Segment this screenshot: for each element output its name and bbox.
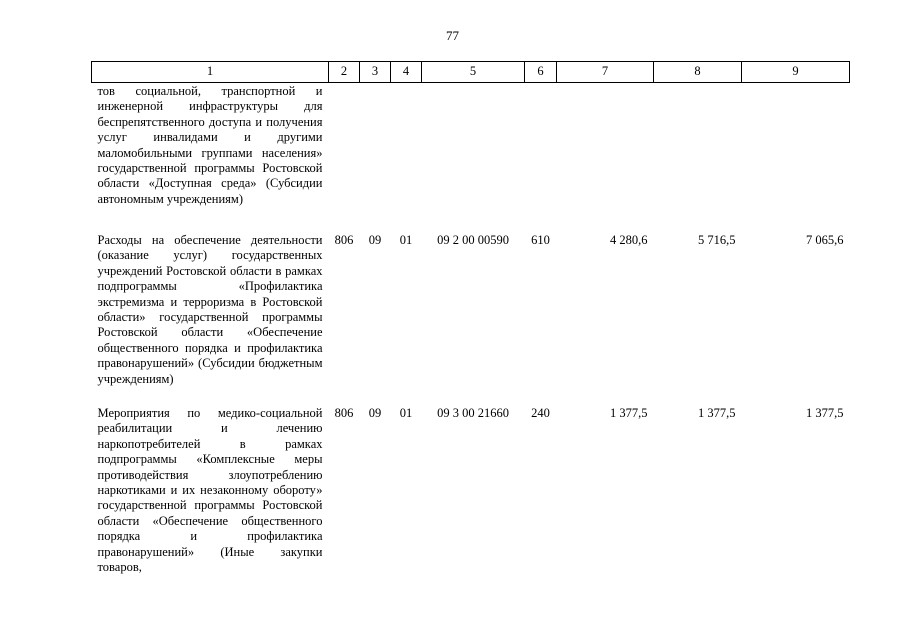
row-amount-1: 4 280,6 <box>610 233 648 247</box>
row-amount-2: 5 716,5 <box>698 233 736 247</box>
column-header-6: 6 <box>525 62 557 83</box>
column-header-8: 8 <box>654 62 742 83</box>
row-amount-1: 1 377,5 <box>610 406 648 420</box>
row-code-section: 09 <box>368 406 382 420</box>
row-code-ministry: 806 <box>334 233 354 247</box>
row-code-target <box>422 83 525 229</box>
header-row <box>92 62 850 83</box>
row-code-expense-type: 240 <box>531 406 550 420</box>
row-code-target: 09 2 00 00590 <box>437 233 509 247</box>
row-code-section <box>360 83 391 229</box>
row-amount-2: 1 377,5 <box>698 406 736 420</box>
column-header-2: 2 <box>329 62 360 83</box>
page-number: 77 <box>446 28 459 43</box>
row-description: Мероприятия по медико-социальной реабилитации и лечению наркопотребителей в рамках подпрограммы «Комплексные меры противодействия злоупотреблению наркотиками и их незаконному обороту» государственной программы Ростовской области «Обеспечение общественного порядка и профилактика правонарушений» (Иные закупки товаров, <box>97 406 323 575</box>
row-amount-3: 7 065,6 <box>806 233 844 247</box>
row-amount-3: 1 377,5 <box>806 406 844 420</box>
row-code-ministry: 806 <box>334 406 354 420</box>
table-row <box>92 83 850 229</box>
column-header-1: 1 <box>92 62 329 83</box>
row-code-subsection: 01 <box>399 406 413 420</box>
row-description: тов социальной, транспортной и инженерной инфраструктуры для беспрепятственного доступа и получения услуг инвалидами и другими маломобильными группами населения» государственной программы Ростовской области «Доступная среда» (Субсидии автономным учреждениям) <box>97 84 323 206</box>
column-header-9: 9 <box>742 62 850 83</box>
column-header-3: 3 <box>360 62 391 83</box>
row-code-expense-type: 610 <box>531 233 550 247</box>
column-header-4: 4 <box>391 62 422 83</box>
table-row <box>92 228 850 400</box>
row-amount-2 <box>654 83 742 229</box>
row-code-section: 09 <box>368 233 382 247</box>
row-code-target: 09 3 00 21660 <box>437 406 509 420</box>
row-code-subsection: 01 <box>399 233 413 247</box>
row-description: Расходы на обеспечение деятельности (оказание услуг) государственных учреждений Ростовской области в рамках подпрограммы «Профилактика экстремизма и терроризма в Ростовской области» государственной программы Ростовской области «Обеспечение общественного порядка и профилактика правонарушений» (Субсидии бюджетным учреждениям) <box>97 233 323 386</box>
row-amount-1 <box>557 83 654 229</box>
budget-table <box>91 61 850 575</box>
row-code-ministry <box>329 83 360 229</box>
row-code-subsection <box>391 83 422 229</box>
column-header-5: 5 <box>422 62 525 83</box>
row-amount-3 <box>742 83 850 229</box>
row-code-expense-type <box>525 83 557 229</box>
column-header-7: 7 <box>557 62 654 83</box>
table-row <box>92 400 850 575</box>
